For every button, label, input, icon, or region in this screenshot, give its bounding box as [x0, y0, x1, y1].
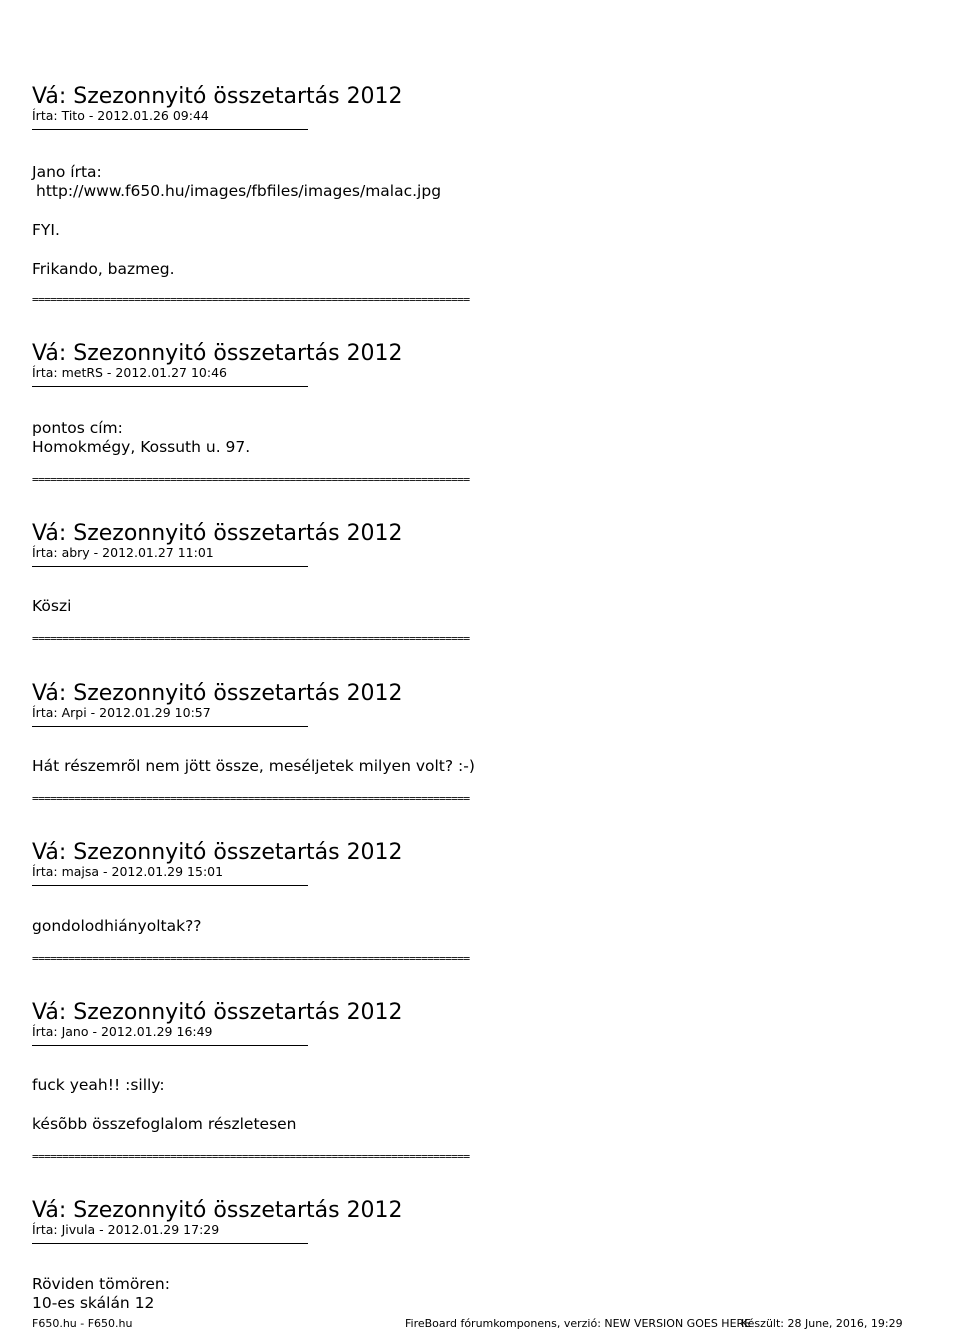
post-header-4 [32, 683, 652, 727]
post-separator: ========================================================================= [32, 293, 470, 306]
post-title: Vá: Szezonnyitó összetartás 2012 [32, 840, 403, 865]
post-title: Vá: Szezonnyitó összetartás 2012 [32, 341, 403, 366]
post-header-6 [32, 1002, 652, 1046]
post-header-3 [32, 523, 652, 567]
post-separator: ========================================================================= [32, 1150, 470, 1163]
header-rule [32, 566, 308, 567]
post-text-line: pontos cím: [32, 419, 123, 437]
post-text-line: késõbb összefoglalom részletesen [32, 1115, 297, 1133]
post-text-line: Köszi [32, 597, 72, 615]
post-text-line: FYI. [32, 221, 60, 239]
post-header-2 [32, 343, 652, 387]
header-rule [32, 1045, 308, 1046]
post-title: Vá: Szezonnyitó összetartás 2012 [32, 681, 403, 706]
post-text-line: Röviden tömören: [32, 1275, 170, 1293]
header-rule [32, 726, 308, 727]
post-text-line: Homokmégy, Kossuth u. 97. [32, 438, 251, 456]
footer-site: F650.hu - F650.hu [32, 1317, 133, 1330]
post-author-date: Írta: majsa - 2012.01.29 15:01 [32, 864, 224, 879]
quote-label: Jano írta: [32, 163, 102, 181]
post-author-date: Írta: Arpi - 2012.01.29 10:57 [32, 705, 211, 720]
post-author-date: Írta: Tito - 2012.01.26 09:44 [32, 108, 209, 123]
header-rule [32, 885, 308, 886]
post-title: Vá: Szezonnyitó összetartás 2012 [32, 1198, 403, 1223]
header-rule [32, 1243, 308, 1244]
image-link[interactable]: http://www.f650.hu/images/fbfiles/images/malac.jpg [36, 182, 442, 200]
post-title: Vá: Szezonnyitó összetartás 2012 [32, 84, 403, 109]
post-author-date: Írta: abry - 2012.01.27 11:01 [32, 545, 214, 560]
post-author-date: Írta: metRS - 2012.01.27 10:46 [32, 365, 227, 380]
post-title: Vá: Szezonnyitó összetartás 2012 [32, 1000, 403, 1025]
post-separator: ========================================================================= [32, 792, 470, 805]
post-text-line: fuck yeah!! :silly: [32, 1076, 165, 1094]
post-author-date: Írta: Jivula - 2012.01.29 17:29 [32, 1222, 220, 1237]
footer-generated: Készült: 28 June, 2016, 19:29 [741, 1317, 903, 1330]
post-title: Vá: Szezonnyitó összetartás 2012 [32, 521, 403, 546]
post-separator: ========================================================================= [32, 632, 470, 645]
post-header-1 [32, 86, 652, 130]
post-text-line: 10-es skálán 12 [32, 1294, 155, 1312]
post-text-line: gondolodhiányoltak?? [32, 917, 202, 935]
header-rule [32, 386, 308, 387]
post-author-date: Írta: Jano - 2012.01.29 16:49 [32, 1024, 213, 1039]
post-header-5 [32, 842, 652, 886]
post-text-line: Frikando, bazmeg. [32, 260, 175, 278]
post-separator: ========================================================================= [32, 952, 470, 965]
footer-component: FireBoard fórumkomponens, verzió: NEW VERSION GOES HERE [405, 1317, 752, 1330]
post-text-line: Hát részemrõl nem jött össze, meséljetek milyen volt? :-) [32, 757, 475, 775]
post-separator: ========================================================================= [32, 473, 470, 486]
post-header-7 [32, 1200, 652, 1244]
header-rule [32, 129, 308, 130]
